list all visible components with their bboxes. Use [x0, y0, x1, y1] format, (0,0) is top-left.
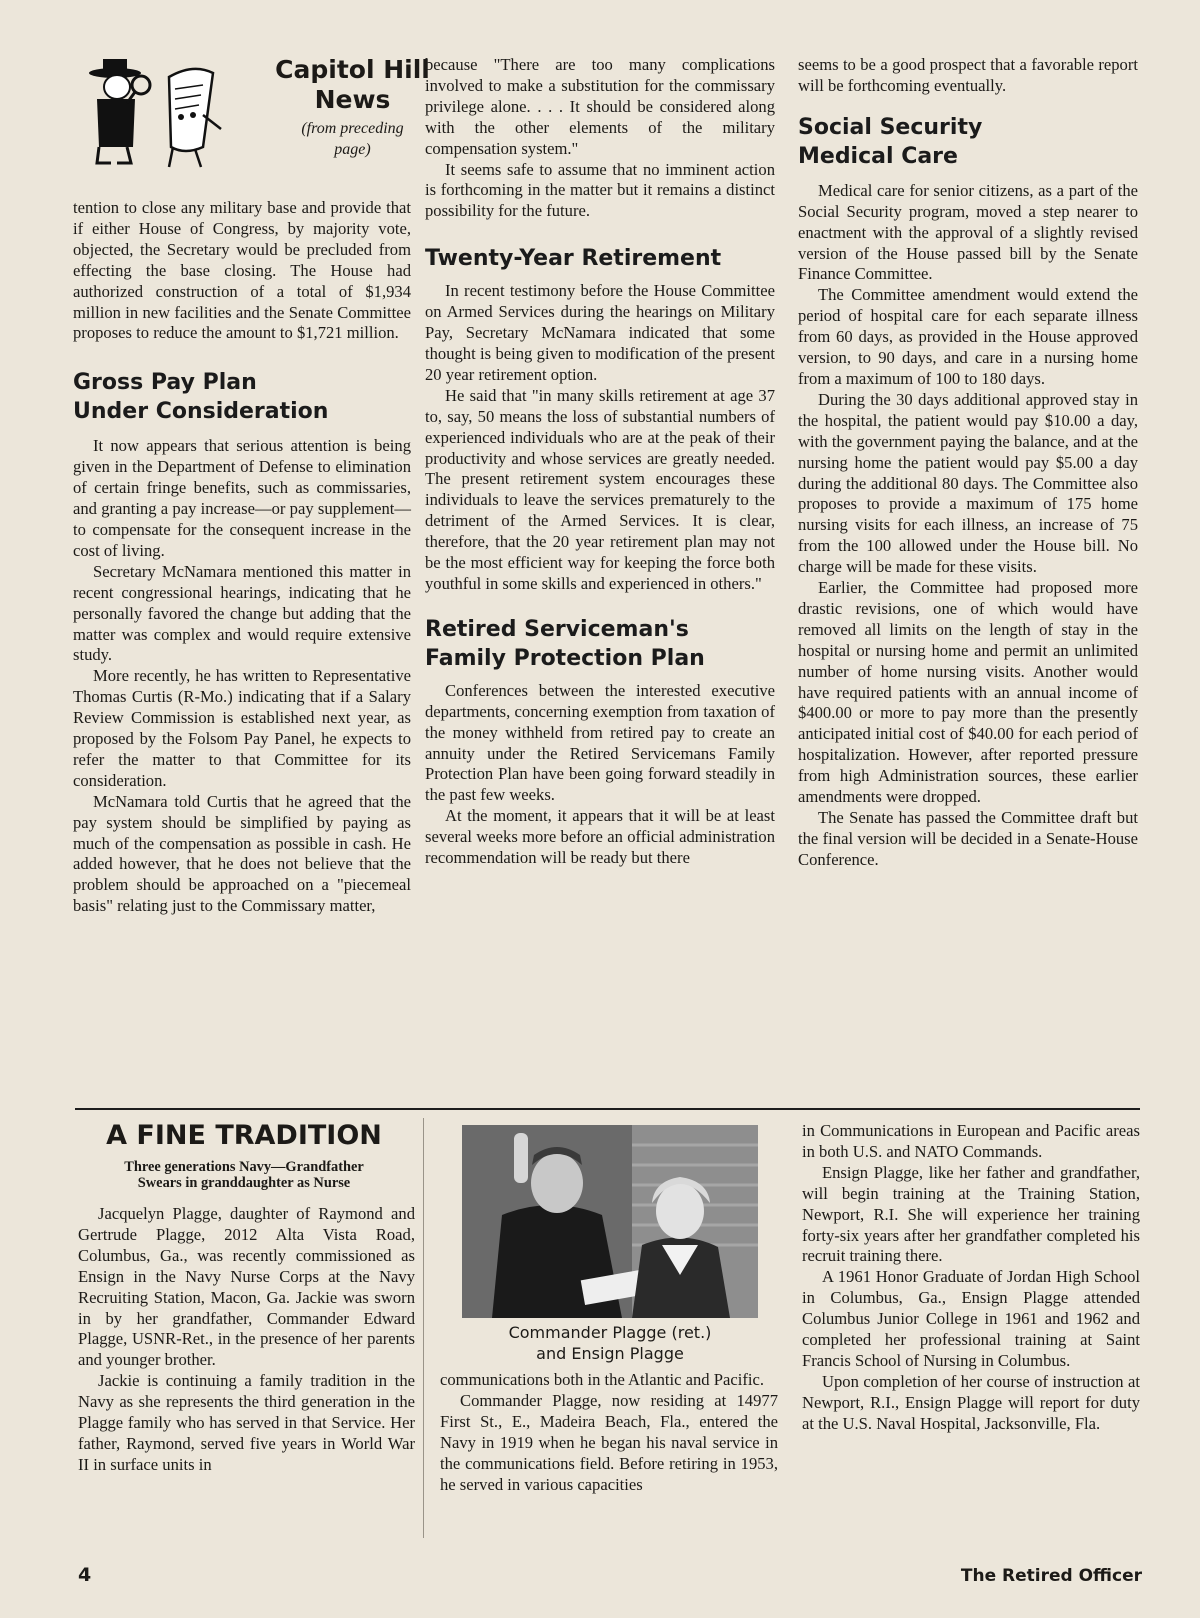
family-protection-heading-line1: Retired Serviceman's — [425, 616, 689, 642]
family-protection-heading-line2: Family Protection Plan — [425, 645, 705, 671]
social-security-heading-line2: Medical Care — [798, 143, 958, 169]
tradition-subtitle — [75, 1159, 413, 1191]
masthead-title-line2: News — [314, 85, 391, 114]
paragraph: because "There are too many complications involved to make a substitution for the commissary privilege alone. . . . It should be considered along with the other elements of the military compensation system." — [425, 55, 775, 158]
social-security-heading-line1: Social Security — [798, 114, 983, 140]
column-2 — [425, 55, 775, 869]
tradition-column-1 — [78, 1204, 415, 1476]
tradition-column-3 — [802, 1121, 1140, 1435]
tradition-subtitle-line2: Swears in granddaughter as Nurse — [137, 1175, 351, 1191]
publication-name: The Retired Officer — [960, 1566, 1142, 1586]
paragraph: in Communications in European and Pacific areas in both U.S. and NATO Commands. — [802, 1121, 1140, 1161]
tradition-title: A FINE TRADITION — [106, 1120, 382, 1151]
paragraph: It now appears that serious attention is being given in the Department of Defense to elimination of certain fringe benefits, such as commissaries, and granting a pay increase—or pay supplement—to compensate for the consequent increase in the cost of living. — [73, 436, 411, 560]
paragraph: More recently, he has written to Representative Thomas Curtis (R-Mo.) indicating that if a Salary Review Commission is established next year, as proposed by the Folsom Pay Panel, he expects to refer the matter to that Committee for its consideration. — [73, 666, 411, 790]
gross-pay-heading — [73, 368, 411, 426]
masthead-subtitle-line1: (from preceding — [301, 120, 404, 137]
capitol-hill-masthead — [75, 55, 430, 175]
photo-caption-line1: Commander Plagge (ret.) — [508, 1323, 712, 1342]
paragraph: Upon completion of her course of instruction at Newport, R.I., Ensign Plagge will report for duty at the U.S. Naval Hospital, Jacksonville, Fla. — [802, 1371, 1140, 1433]
cartoon-detective-icon — [75, 55, 235, 175]
tradition-column-2 — [440, 1370, 778, 1495]
family-protection-heading — [425, 615, 775, 673]
paragraph: Earlier, the Committee had proposed more drastic revisions, one of which would have removed all limits on the length of stay in the hospital or nursing home and permit an unlimited number of home nursing visits. Another would have required patients with an annual income of $400.00 or more to pay more than the presently anticipated initial cost of $40.00 for each period of hospitalization. However, after reported pressure from high Administration sources, these earlier amendments were dropped. — [798, 578, 1138, 807]
paragraph: Jackie is continuing a family tradition in the Navy as she represents the third generation in the Plagge family who has served in that Service. Her father, Raymond, served five years in World War II in surface units in — [78, 1371, 415, 1474]
section-divider — [75, 1108, 1140, 1110]
plagge-photo — [462, 1125, 758, 1318]
paragraph: The Senate has passed the Committee draft but the final version will be decided in a Senate-House Conference. — [798, 808, 1138, 869]
paragraph: In recent testimony before the House Committee on Armed Services during the hearings on Military Pay, Secretary McNamara indicated that some thought is being given to modification of the present 20 year retirement option. — [425, 281, 775, 384]
paragraph: communications both in the Atlantic and Pacific. — [440, 1370, 764, 1389]
social-security-heading — [798, 113, 1138, 171]
paragraph: A 1961 Honor Graduate of Jordan High School in Columbus, Ga., Ensign Plagge attended Columbus Junior College in 1961 and 1962 and completed her professional training at Saint Francis School of Nursing in Columbus. — [802, 1267, 1140, 1370]
page-number: 4 — [78, 1564, 92, 1586]
paragraph: McNamara told Curtis that he agreed that the pay system should be simplified by paying as much of the compensation as possible in cash. He added however, that he does not believe that the problem should be approached on a "piecemeal basis" relating just to the Commissary matter, — [73, 791, 411, 916]
masthead-subtitle-line2: page) — [334, 141, 371, 158]
paragraph: He said that "in many skills retirement at age 37 to, say, 50 means the loss of substantial numbers of experienced individuals who are at the peak of their productivity and whose services are greatly needed. The present retirement system encourages these individuals to leave the services prematurely to the detriment of the Armed Services. It is clear, therefore, that the 20 year retirement plan may not be the most efficient way for keeping the force both youthful in some skills and experienced in others." — [425, 385, 775, 593]
paragraph: During the 30 days additional approved stay in the hospital, the patient would pay $10.00 a day, with the government paying the balance, and at the nursing home the patient would pay $5.00 a day during the additional 80 days. The Committee also proposes to provide a maximum of 175 home nursing visits for each illness, an increase of 75 from the 100 allowed under the House bill. No charge will be made for these visits. — [798, 389, 1138, 577]
paragraph: Medical care for senior citizens, as a part of the Social Security program, moved a step nearer to enactment with the approval of a slightly revised version of the House passed bill by the Senate Finance Committee. — [798, 180, 1138, 284]
paragraph: Jacquelyn Plagge, daughter of Raymond and Gertrude Plagge, 2012 Alta Vista Road, Columbus, Ga., was recently commissioned as Ensign in the Navy Nurse Corps at the Navy Recruiting Station, Macon, Ga. Jackie was sworn in by her grandfather, Commander Edward Plagge, USNR-Ret., in the presence of her parents and younger brother. — [78, 1204, 415, 1370]
paragraph: Commander Plagge, now residing at 14977 First St., E., Madeira Beach, Fla., entered the Navy in 1919 when he began his naval service in the communications field. Before retiring in 1953, he served in various capacities — [440, 1390, 778, 1494]
column-1 — [73, 198, 411, 917]
masthead-title-line1: Capitol Hill — [275, 55, 430, 84]
column-divider — [423, 1118, 424, 1538]
photo-caption — [440, 1322, 780, 1364]
gross-pay-heading-line2: Under Consideration — [73, 399, 329, 425]
paragraph: Secretary McNamara mentioned this matter in recent congressional hearings, indicating that he personally favored the change but adding that the matter was complex and would require extensive study. — [73, 561, 411, 665]
twenty-year-heading: Twenty-Year Retirement — [425, 246, 722, 272]
photo-image — [462, 1125, 758, 1318]
tradition-subtitle-line1: Three generations Navy—Grandfather — [124, 1159, 364, 1175]
paragraph: Conferences between the interested executive departments, concerning exemption from taxation of the money withheld from retired pay to create an annuity under the Retired Servicemans Family Protection Plan have been going forward steadily in the past few weeks. — [425, 680, 775, 805]
paragraph: seems to be a good prospect that a favorable report will be forthcoming eventually. — [798, 55, 1138, 95]
paragraph: It seems safe to assume that no imminent action is forthcoming in the matter but it remains a distinct possibility for the future. — [425, 159, 775, 221]
paragraph: At the moment, it appears that it will be at least several weeks more before an official administration recommendation will be ready but there — [425, 806, 775, 868]
photo-caption-line2: and Ensign Plagge — [536, 1344, 684, 1363]
paragraph: The Committee amendment would extend the period of hospital care for each separate illness from 60 days, as provided in the House approved version, to 90 days, and care in a nursing home from a maximum of 100 to 180 days. — [798, 285, 1138, 388]
paragraph: tention to close any military base and provide that if either House of Congress, by majority vote, objected, the Secretary would be precluded from effecting the base closing. The House had authorized construction of a total of $1,934 million in new facilities and the Senate Committee proposes to reduce the amount to $1,721 million. — [73, 198, 411, 343]
column-3 — [798, 55, 1138, 871]
paragraph: Ensign Plagge, like her father and grandfather, will begin training at the Training Station, Newport, R.I. She will experience her training forty-six years after her grandfather completed his recruit training there. — [802, 1162, 1140, 1266]
gross-pay-heading-line1: Gross Pay Plan — [73, 370, 257, 396]
